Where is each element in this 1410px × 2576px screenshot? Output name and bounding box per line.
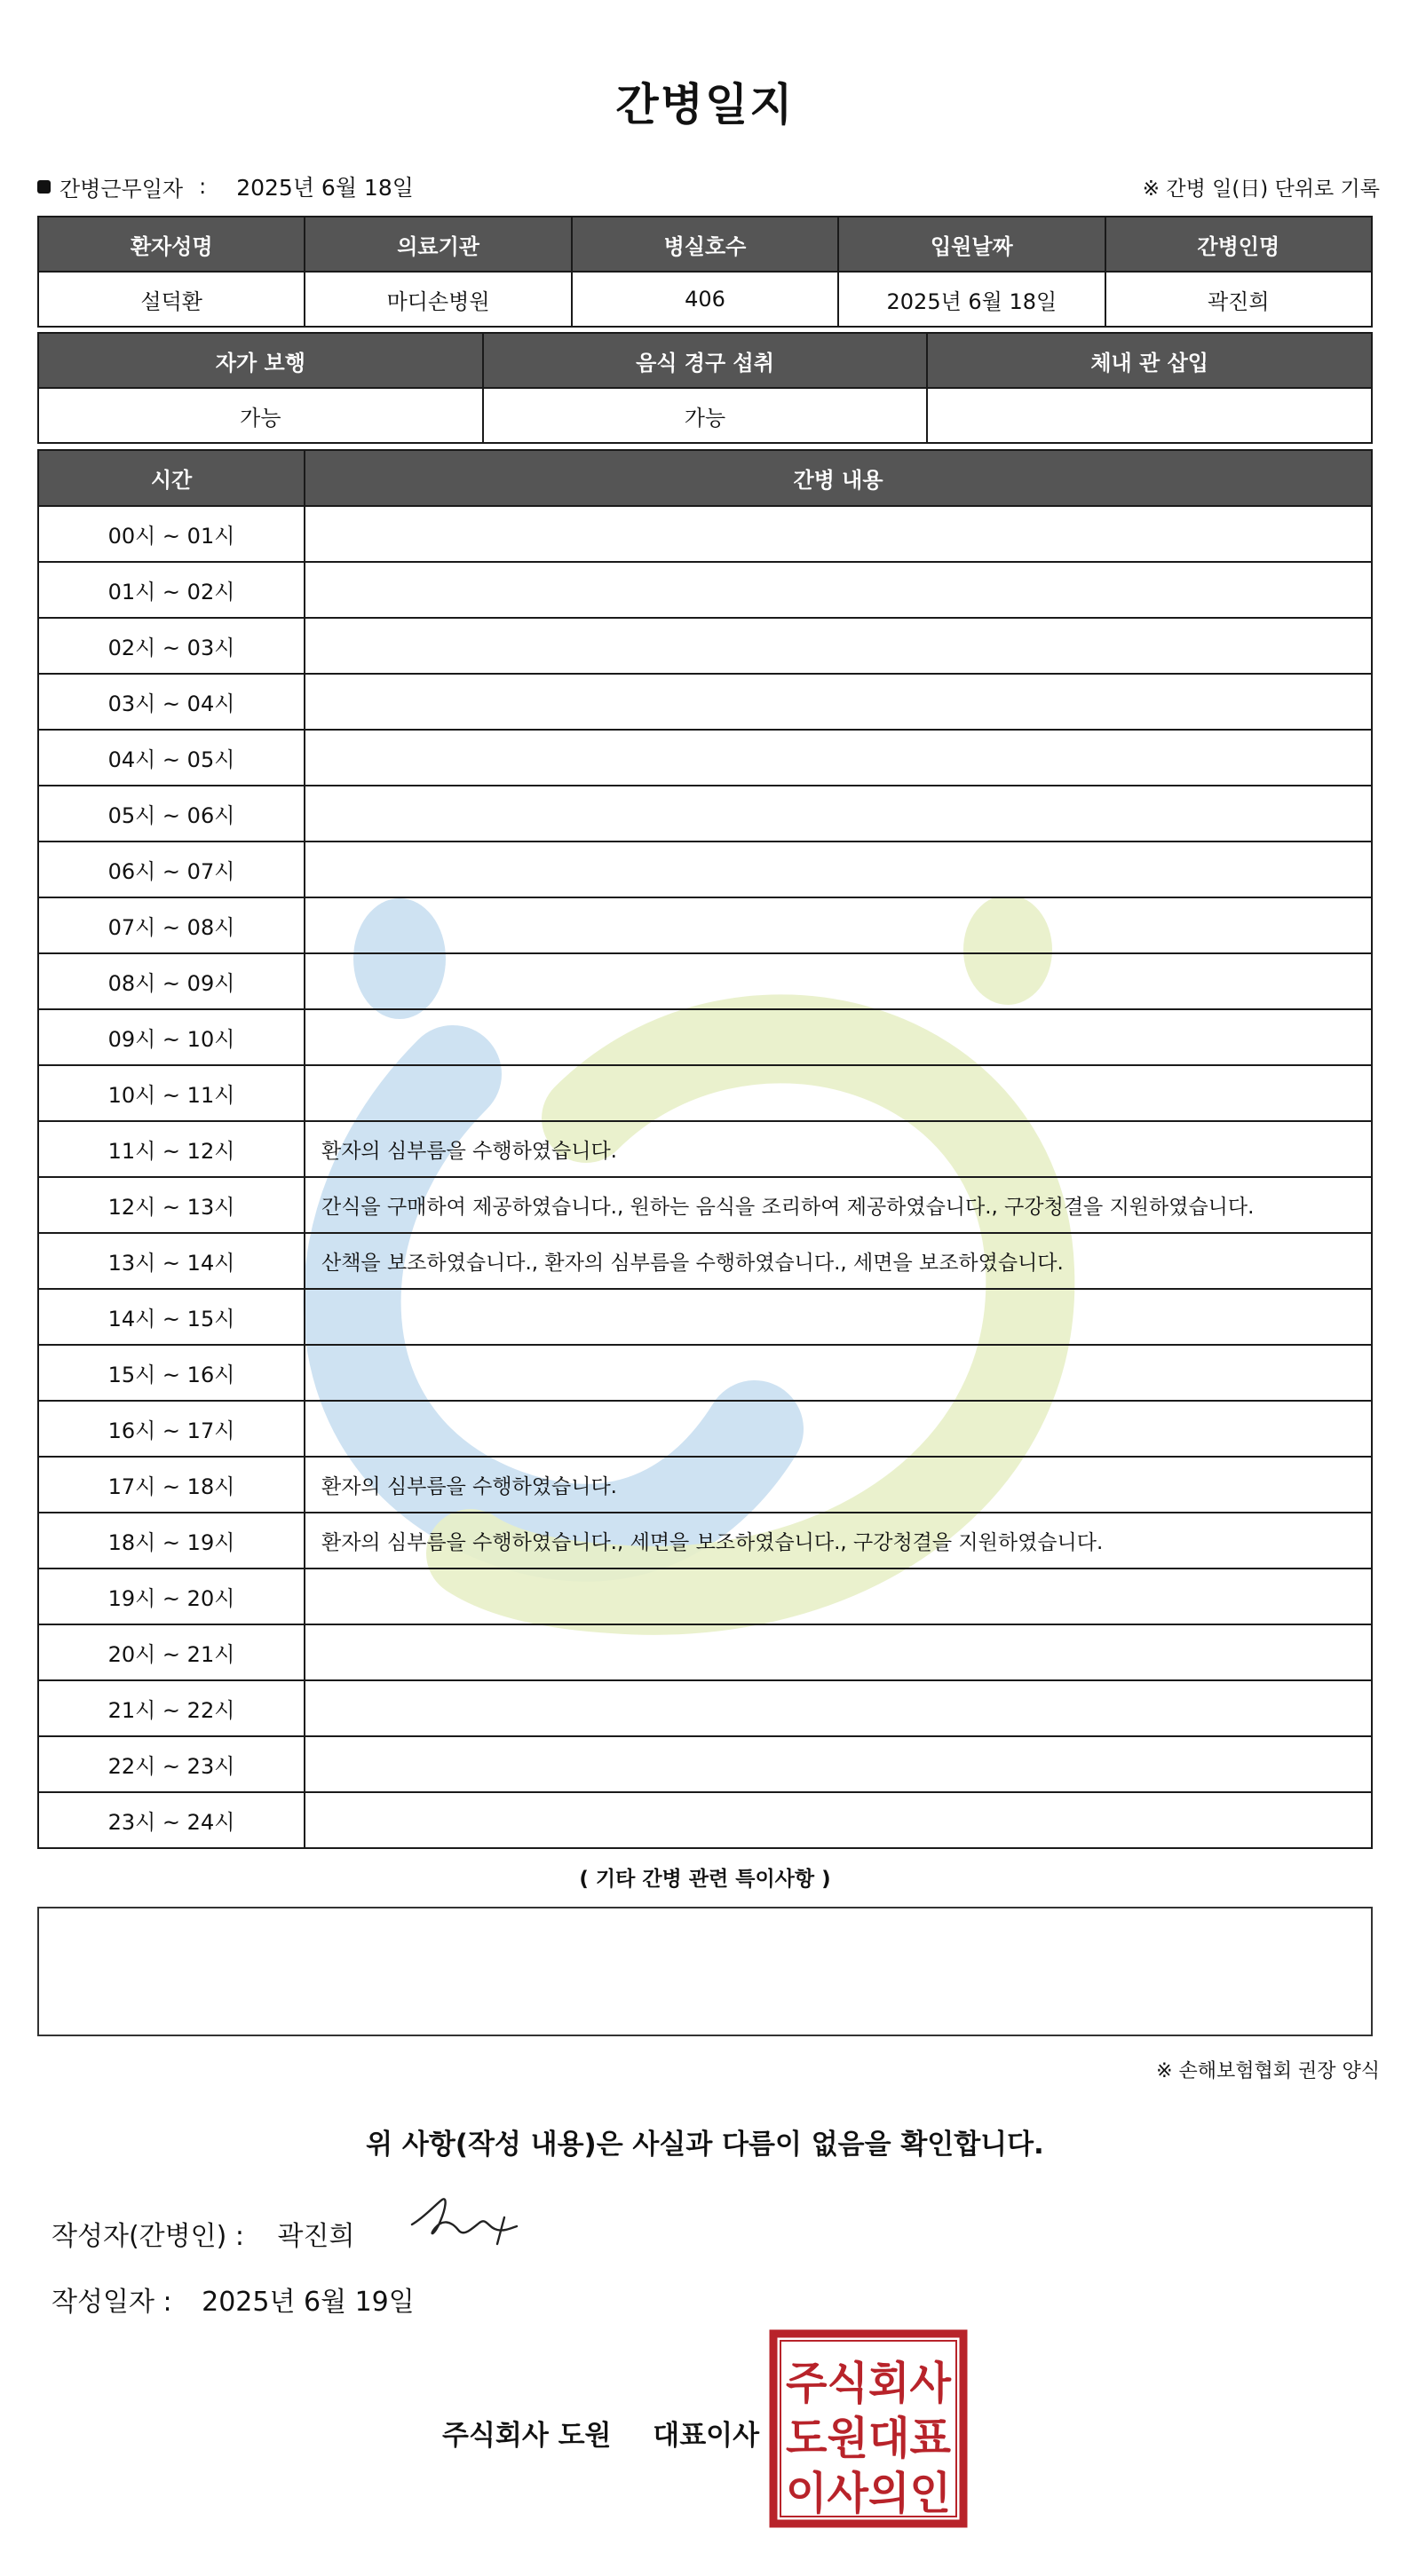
special-notes-title: ( 기타 간병 관련 특이사항 ) [579,1868,831,1891]
self-walking: 가능 [38,388,483,443]
header-hospital: 의료기관 [305,217,571,272]
table-row [38,1401,1372,1457]
table-row [38,506,1372,562]
time-cell: 23시 ~ 24시 [38,1792,305,1848]
care-content-cell [305,1736,1372,1792]
care-content-cell [305,1065,1372,1121]
table-row [38,1121,1372,1177]
time-cell: 16시 ~ 17시 [38,1401,305,1457]
time-cell: 18시 ~ 19시 [38,1513,305,1569]
document-title: 간병일지 [615,79,795,130]
table-row [38,1065,1372,1121]
writer-name: 곽진희 [277,2221,355,2252]
caregiver-name: 곽진희 [1105,272,1372,327]
tube-insertion [927,388,1372,443]
care-log-table [37,449,1373,1849]
table-row [38,730,1372,786]
time-cell: 07시 ~ 08시 [38,897,305,953]
patient-name: 설덕환 [38,272,305,327]
written-date-label: 작성일자 : [51,2287,172,2318]
care-content-cell [305,1624,1372,1680]
table-row [38,1457,1372,1513]
care-content-cell [305,506,1372,562]
table-row [38,842,1372,897]
care-content-cell [305,730,1372,786]
header-tube-insertion: 체내 관 삽입 [927,333,1372,388]
time-cell: 02시 ~ 03시 [38,618,305,674]
table-row [38,562,1372,618]
record-note: ※ 간병 일(日) 단위로 기록 [1142,178,1380,201]
table-row [38,1569,1372,1624]
table-row [38,1513,1372,1569]
care-content-cell [305,1680,1372,1736]
time-cell: 03시 ~ 04시 [38,674,305,730]
patient-info-table [37,216,1373,328]
care-content-cell: 환자의 심부름을 수행하였습니다. [305,1121,1372,1177]
work-date-value: 2025년 6월 18일 [236,175,414,201]
room-number: 406 [572,272,838,327]
header-patient-name: 환자성명 [38,217,305,272]
seal-line-2: 도원대표 [786,2413,952,2464]
care-content-cell [305,618,1372,674]
time-cell: 19시 ~ 20시 [38,1569,305,1624]
company-seal-stamp [769,2329,968,2528]
time-cell: 12시 ~ 13시 [38,1177,305,1233]
table-row [38,1680,1372,1736]
care-content-cell [305,842,1372,897]
table-row [38,897,1372,953]
time-cell: 06시 ~ 07시 [38,842,305,897]
header-room-number: 병실호수 [572,217,838,272]
time-cell: 20시 ~ 21시 [38,1624,305,1680]
table-row [38,674,1372,730]
handwritten-signature [405,2191,529,2253]
bullet-square-icon [37,180,51,194]
time-cell: 04시 ~ 05시 [38,730,305,786]
care-content-cell: 환자의 심부름을 수행하였습니다. [305,1457,1372,1513]
care-content-cell [305,562,1372,618]
care-content-cell [305,1401,1372,1457]
time-cell: 01시 ~ 02시 [38,562,305,618]
patient-status-table [37,332,1373,444]
work-date-label: 간병근무일자 [59,176,184,201]
care-content-cell [305,1345,1372,1401]
table-row [38,618,1372,674]
hospital: 마디손병원 [305,272,571,327]
care-content-cell [305,674,1372,730]
care-content-cell [305,1569,1372,1624]
header-caregiver-name: 간병인명 [1105,217,1372,272]
time-cell: 08시 ~ 09시 [38,953,305,1009]
oral-intake: 가능 [483,388,928,443]
time-cell: 15시 ~ 16시 [38,1345,305,1401]
seal-line-1: 주식회사 [786,2358,952,2409]
care-content-cell [305,786,1372,842]
care-content-cell: 간식을 구매하여 제공하였습니다., 원하는 음식을 조리하여 제공하였습니다., 구강청결을 지원하였습니다. [305,1177,1372,1233]
special-notes-box [37,1907,1373,2036]
company-name: 주식회사 도원 [442,2420,612,2452]
table-row [38,1345,1372,1401]
table-row [38,953,1372,1009]
time-cell: 22시 ~ 23시 [38,1736,305,1792]
table-row [38,1177,1372,1233]
table-row [38,1736,1372,1792]
care-content-cell: 환자의 심부름을 수행하였습니다., 세면을 보조하였습니다., 구강청결을 지원하였습니다. [305,1513,1372,1569]
care-content-cell [305,1792,1372,1848]
time-cell: 09시 ~ 10시 [38,1009,305,1065]
table-row [38,1624,1372,1680]
table-row [38,1792,1372,1848]
care-content-cell [305,1009,1372,1065]
work-date-separator: : [199,174,207,199]
time-cell: 05시 ~ 06시 [38,786,305,842]
time-cell: 13시 ~ 14시 [38,1233,305,1289]
confirmation-statement: 위 사항(작성 내용)은 사실과 다름이 없음을 확인합니다. [366,2129,1044,2161]
time-cell: 21시 ~ 22시 [38,1680,305,1736]
time-cell: 10시 ~ 11시 [38,1065,305,1121]
company-role: 대표이사 [653,2420,760,2452]
work-date [37,170,414,202]
time-cell: 14시 ~ 15시 [38,1289,305,1345]
form-source-note: ※ 손해보험협회 권장 양식 [1156,2060,1380,2082]
time-cell: 11시 ~ 12시 [38,1121,305,1177]
care-content-cell [305,953,1372,1009]
table-row [38,786,1372,842]
table-row [38,1289,1372,1345]
admission-date: 2025년 6월 18일 [838,272,1105,327]
header-care-content: 간병 내용 [305,450,1372,506]
time-cell: 00시 ~ 01시 [38,506,305,562]
company-line [442,2413,759,2453]
written-date-value: 2025년 6월 19일 [202,2287,415,2318]
header-self-walking: 자가 보행 [38,333,483,388]
care-content-cell: 산책을 보조하였습니다., 환자의 심부름을 수행하였습니다., 세면을 보조하였습니다. [305,1233,1372,1289]
writer-line [51,2214,354,2253]
header-admission-date: 입원날짜 [838,217,1105,272]
seal-line-3: 이사의인 [786,2468,951,2519]
writer-label: 작성자(간병인) : [51,2221,244,2252]
written-date-line [51,2280,415,2319]
table-row [38,1233,1372,1289]
time-cell: 17시 ~ 18시 [38,1457,305,1513]
care-content-cell [305,897,1372,953]
header-time: 시간 [38,450,305,506]
table-row [38,1009,1372,1065]
header-oral-intake: 음식 경구 섭취 [483,333,928,388]
care-content-cell [305,1289,1372,1345]
